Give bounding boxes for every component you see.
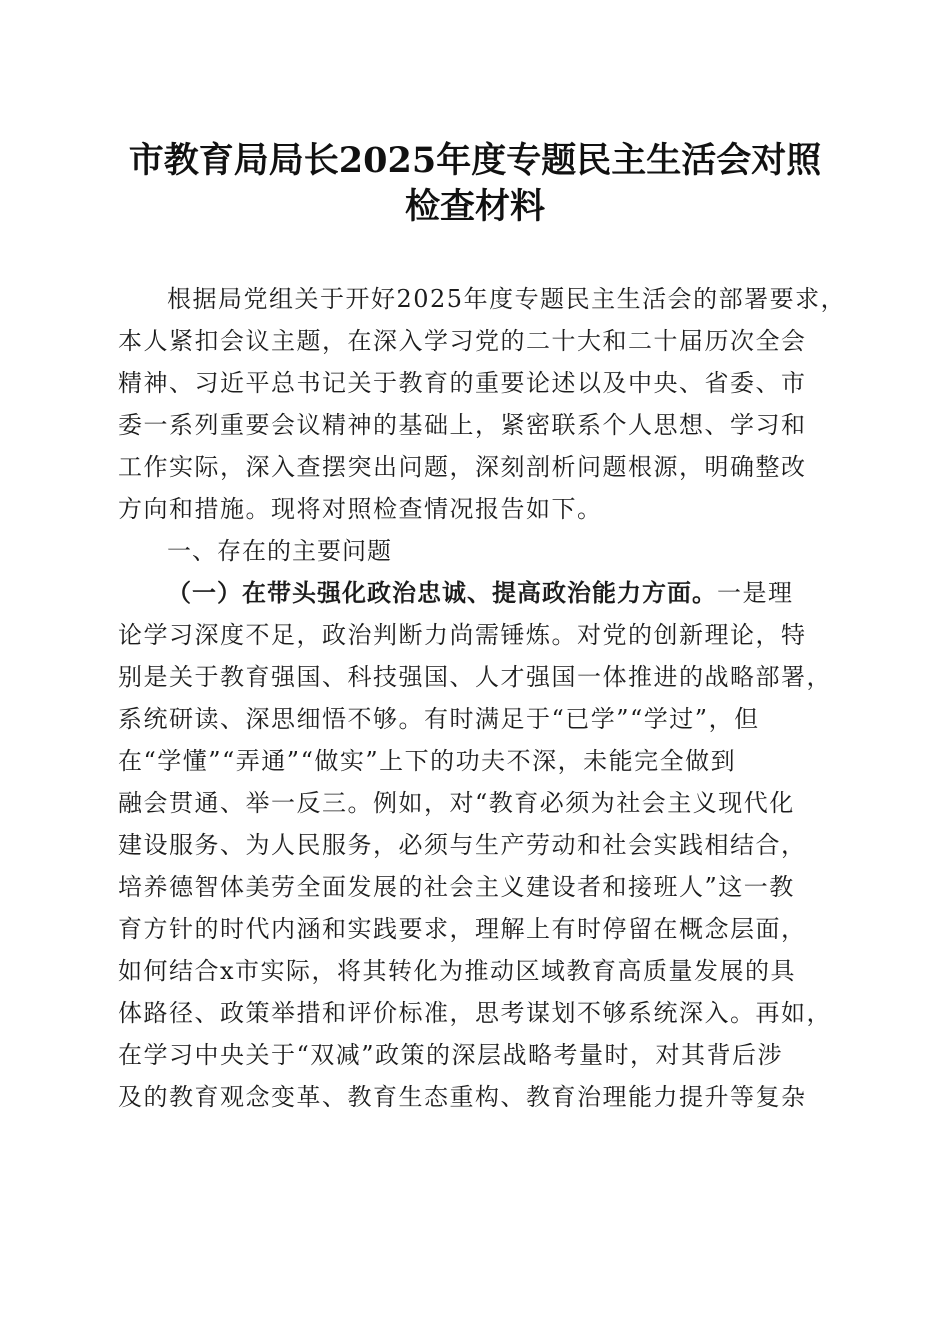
subsection-lead: （一）在带头强化政治忠诚、提高政治能力方面。 (167, 579, 717, 607)
body-line: 如何结合x市实际，将其转化为推动区域教育高质量发展的具 (118, 957, 797, 985)
body-line: 及的教育观念变革、教育生态重构、教育治理能力提升等复杂 (118, 1083, 807, 1111)
body-line: 系统研读、深思细悟不够。有时满足于“已学”“学过”，但 (118, 705, 760, 733)
document-title-line-2: 检查材料 (404, 186, 545, 227)
intro-line: 工作实际，深入查摆突出问题，深刻剖析问题根源，明确整改 (118, 453, 807, 481)
body-line: 别是关于教育强国、科技强国、人才强国一体推进的战略部署， (118, 663, 832, 691)
body-line: 育方针的时代内涵和实践要求，理解上有时停留在概念层面， (118, 915, 807, 943)
intro-line: 精神、习近平总书记关于教育的重要论述以及中央、省委、市 (118, 369, 807, 397)
body-line: 建设服务、为人民服务，必须与生产劳动和社会实践相结合， (118, 831, 807, 859)
body-line: 在“学懂”“弄通”“做实”上下的功夫不深，未能完全做到 (118, 747, 737, 775)
document-title-line-1: 市教育局局长2025年度专题民主生活会对照 (128, 140, 822, 181)
intro-line: 本人紧扣会议主题，在深入学习党的二十大和二十届历次全会 (118, 327, 807, 355)
subsection-lead-tail: 一是理 (717, 579, 794, 607)
body-line: 在学习中央关于“双减”政策的深层战略考量时，对其背后涉 (118, 1041, 784, 1069)
intro-line: 根据局党组关于开好2025年度专题民主生活会的部署要求， (167, 285, 847, 313)
subsection-first-line (167, 578, 889, 608)
body-line: 融会贯通、举一反三。例如，对“教育必须为社会主义现代化 (118, 789, 795, 817)
intro-line: 委一系列重要会议精神的基础上，紧密联系个人思想、学习和 (118, 411, 807, 439)
body-line: 论学习深度不足，政治判断力尚需锤炼。对党的创新理论，特 (118, 621, 807, 649)
section-heading: 一、存在的主要问题 (167, 537, 392, 565)
body-line: 体路径、政策举措和评价标准，思考谋划不够系统深入。再如， (118, 999, 832, 1027)
intro-line: 方向和措施。现将对照检查情况报告如下。 (118, 495, 603, 523)
body-line: 培养德智体美劳全面发展的社会主义建设者和接班人”这一教 (118, 873, 795, 901)
